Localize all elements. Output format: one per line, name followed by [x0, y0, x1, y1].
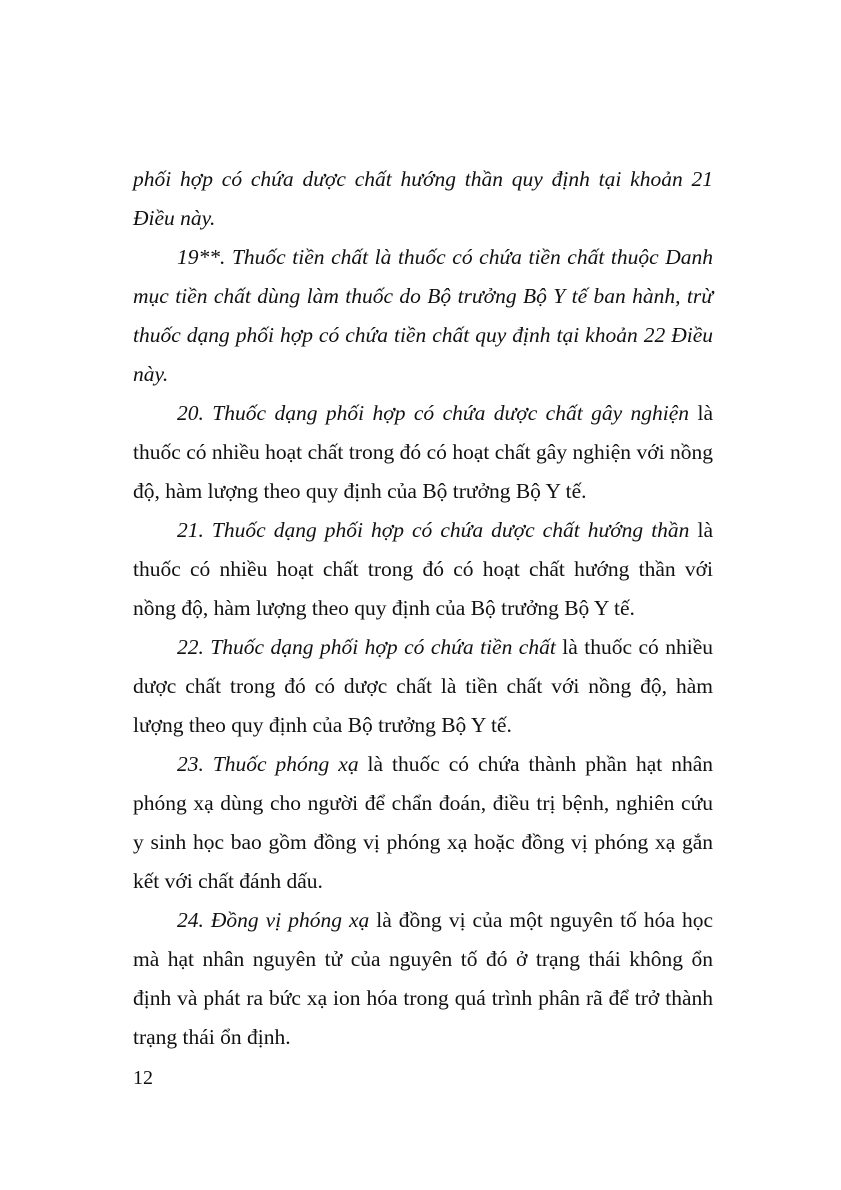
paragraph [133, 511, 713, 628]
italic-run: phối hợp có chứa dược chất hướng thần quy định tại khoản 21 Điều này. [133, 167, 713, 230]
italic-run: 22. Thuốc dạng phối hợp có chứa tiền chất [177, 635, 563, 659]
paragraph [133, 160, 713, 238]
italic-run: 23. Thuốc phóng xạ [177, 752, 368, 776]
italic-run: 20. Thuốc dạng phối hợp có chứa dược chất gây nghiện [177, 401, 698, 425]
text-run: là thuốc có nhiều hoạt chất trong đó có hoạt chất gây nghiện với nồng độ, hàm lượng theo quy định của Bộ trưởng Bộ Y tế. [133, 401, 713, 503]
italic-run: 19**. Thuốc tiền chất là thuốc có chứa tiền chất thuộc Danh mục tiền chất dùng làm thuốc do Bộ trưởng Bộ Y tế ban hành, trừ thuốc dạng phối hợp có chứa tiền chất quy định tại khoản 22 Điều này. [133, 245, 713, 386]
text-run: là thuốc có chứa thành phần hạt nhân phóng xạ dùng cho người để chẩn đoán, điều trị bệnh, nghiên cứu y sinh học bao gồm đồng vị phóng xạ hoặc đồng vị phóng xạ gắn kết với chất đánh dấu. [133, 752, 713, 893]
page-number: 12 [133, 1067, 153, 1089]
page-body [133, 160, 713, 1057]
italic-run: 24. Đồng vị phóng xạ [177, 908, 377, 932]
text-run: là đồng vị của một nguyên tố hóa học mà hạt nhân nguyên tử của nguyên tố đó ở trạng thái không ổn định và phát ra bức xạ ion hóa trong quá trình phân rã để trở thành trạng thái ổn định. [133, 908, 714, 1049]
paragraph [133, 394, 713, 511]
paragraph [133, 628, 713, 745]
text-run: là thuốc có nhiều hoạt chất trong đó có hoạt chất hướng thần với nồng độ, hàm lượng theo quy định của Bộ trưởng Bộ Y tế. [133, 518, 713, 620]
italic-run: 21. Thuốc dạng phối hợp có chứa dược chất hướng thần [177, 518, 698, 542]
text-run: là thuốc có nhiều dược chất trong đó có dược chất là tiền chất với nồng độ, hàm lượng theo quy định của Bộ trưởng Bộ Y tế. [133, 635, 714, 737]
paragraph [133, 745, 713, 901]
paragraph [133, 238, 713, 394]
paragraph [133, 901, 713, 1057]
